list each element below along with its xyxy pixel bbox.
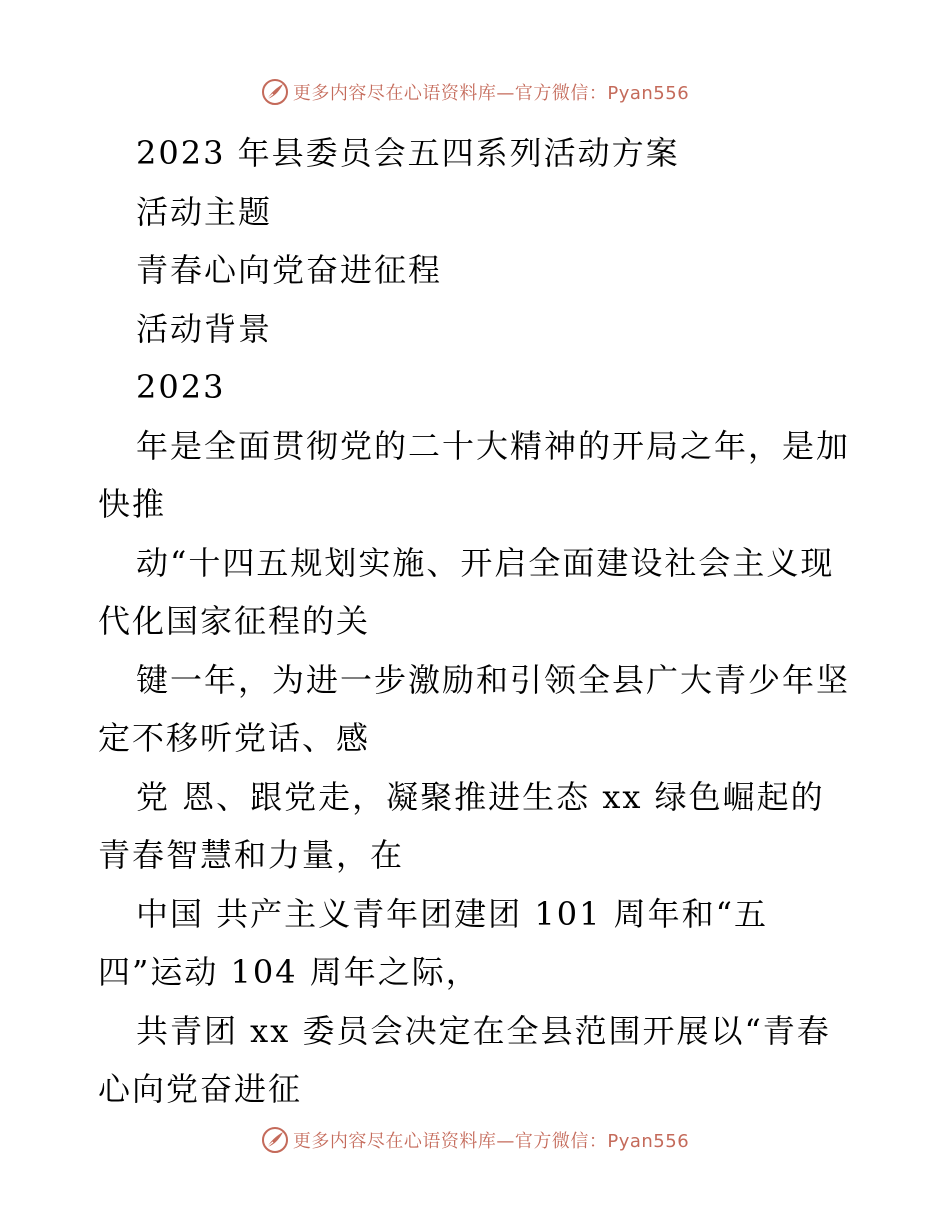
section-heading: 活动主题 — [136, 192, 273, 231]
text-line: 代化国家征程的关 — [98, 602, 371, 640]
text-line: 心向党奋进征 — [98, 1070, 303, 1108]
header-watermark-banner — [0, 72, 950, 112]
text-line: 四”运动 104 周年之际， — [98, 953, 480, 991]
text-line: 青春智慧和力量，在 — [98, 836, 405, 874]
text-line: 共青团 xx 委员会决定在全县范围开展以“青春 — [136, 1011, 831, 1050]
footer-watermark-banner — [0, 1120, 950, 1160]
document-body — [98, 124, 858, 1119]
text-line: 青春心向党奋进征程 — [136, 251, 443, 289]
text-line: 动“十四五规划实施、开启全面建设社会主义现 — [136, 543, 835, 582]
text-line: 中国 共产主义青年团建团 101 周年和“五 — [136, 894, 768, 933]
watermark-text: 更多内容尽在心语资料库—官方微信：Pyan556 — [292, 1131, 690, 1152]
text-line: 2023 — [136, 368, 226, 406]
text-line: 定不移听党话、感 — [98, 719, 371, 757]
text-line: 年是全面贯彻党的二十大精神的开局之年，是加 — [136, 426, 851, 465]
quill-pen-logo-icon — [261, 78, 289, 106]
quill-pen-logo-icon — [261, 1126, 289, 1154]
text-line: 键一年，为进一步激励和引领全县广大青少年坚 — [136, 660, 851, 699]
text-line: 快推 — [98, 485, 167, 523]
document-title: 2023 年县委员会五四系列活动方案 — [136, 134, 680, 172]
watermark-text: 更多内容尽在心语资料库—官方微信：Pyan556 — [292, 83, 690, 104]
text-line: 党 恩、跟党走，凝聚推进生态 xx 绿色崛起的 — [136, 777, 825, 816]
section-heading: 活动背景 — [136, 309, 273, 348]
